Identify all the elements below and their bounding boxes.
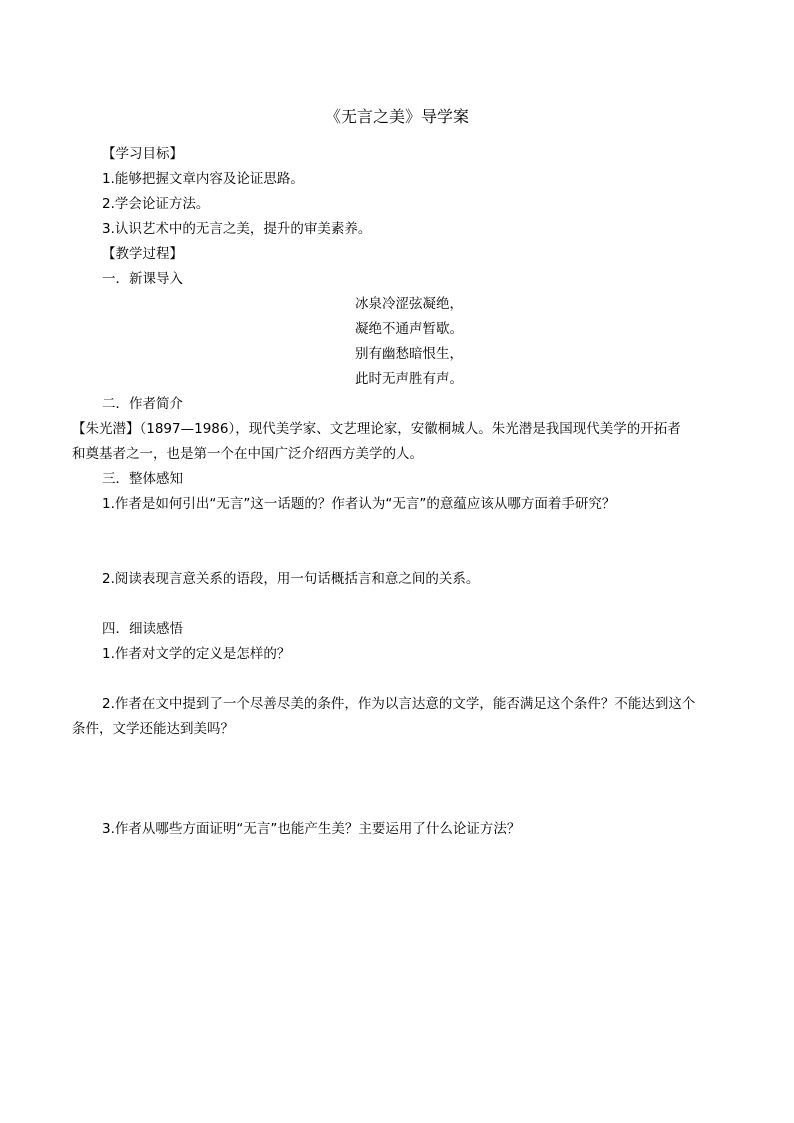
section4-question-2-line-2: 条件，文学还能达到美吗？ <box>72 721 234 737</box>
poem-line-4: 此时无声胜有声。 <box>355 371 463 387</box>
author-bio-line-2: 和奠基者之一，也是第一个在中国广泛介绍西方美学的人。 <box>72 446 423 462</box>
section2-heading: 二．作者简介 <box>102 396 183 412</box>
process-heading: 【教学过程】 <box>102 246 183 262</box>
author-bio-line-1: 【朱光潜】（1897—1986），现代美学家、文艺理论家，安徽桐城人。朱光潜是我国现代美学的开拓者 <box>72 421 681 437</box>
objective-item-3: 3.认识艺术中的无言之美，提升的审美素养。 <box>102 221 372 237</box>
poem-line-2: 凝绝不通声暂歇。 <box>355 321 463 337</box>
objectives-heading: 【学习目标】 <box>102 146 183 162</box>
section3-heading: 三．整体感知 <box>102 471 183 487</box>
poem-line-1: 冰泉冷涩弦凝绝， <box>355 296 463 312</box>
section4-question-2-line-1: 2.作者在文中提到了一个尽善尽美的条件，作为以言达意的文学，能否满足这个条件？不能达到这个 <box>102 696 696 712</box>
section4-heading: 四．细读感悟 <box>102 621 183 637</box>
section4-question-3: 3.作者从哪些方面证明“无言”也能产生美？主要运用了什么论证方法？ <box>102 821 521 837</box>
poem-line-3: 别有幽愁暗恨生， <box>355 346 463 362</box>
section3-question-1: 1.作者是如何引出“无言”这一话题的？作者认为“无言”的意蕴应该从哪方面着手研究？ <box>102 496 616 512</box>
objective-item-2: 2.学会论证方法。 <box>102 196 210 212</box>
section3-question-2: 2.阅读表现言意关系的语段，用一句话概括言和意之间的关系。 <box>102 571 480 587</box>
document-title: 《无言之美》导学案 <box>324 107 469 126</box>
section4-question-1: 1.作者对文学的定义是怎样的？ <box>102 646 291 662</box>
objective-item-1: 1.能够把握文章内容及论证思路。 <box>102 171 304 187</box>
section1-heading: 一．新课导入 <box>102 271 183 287</box>
